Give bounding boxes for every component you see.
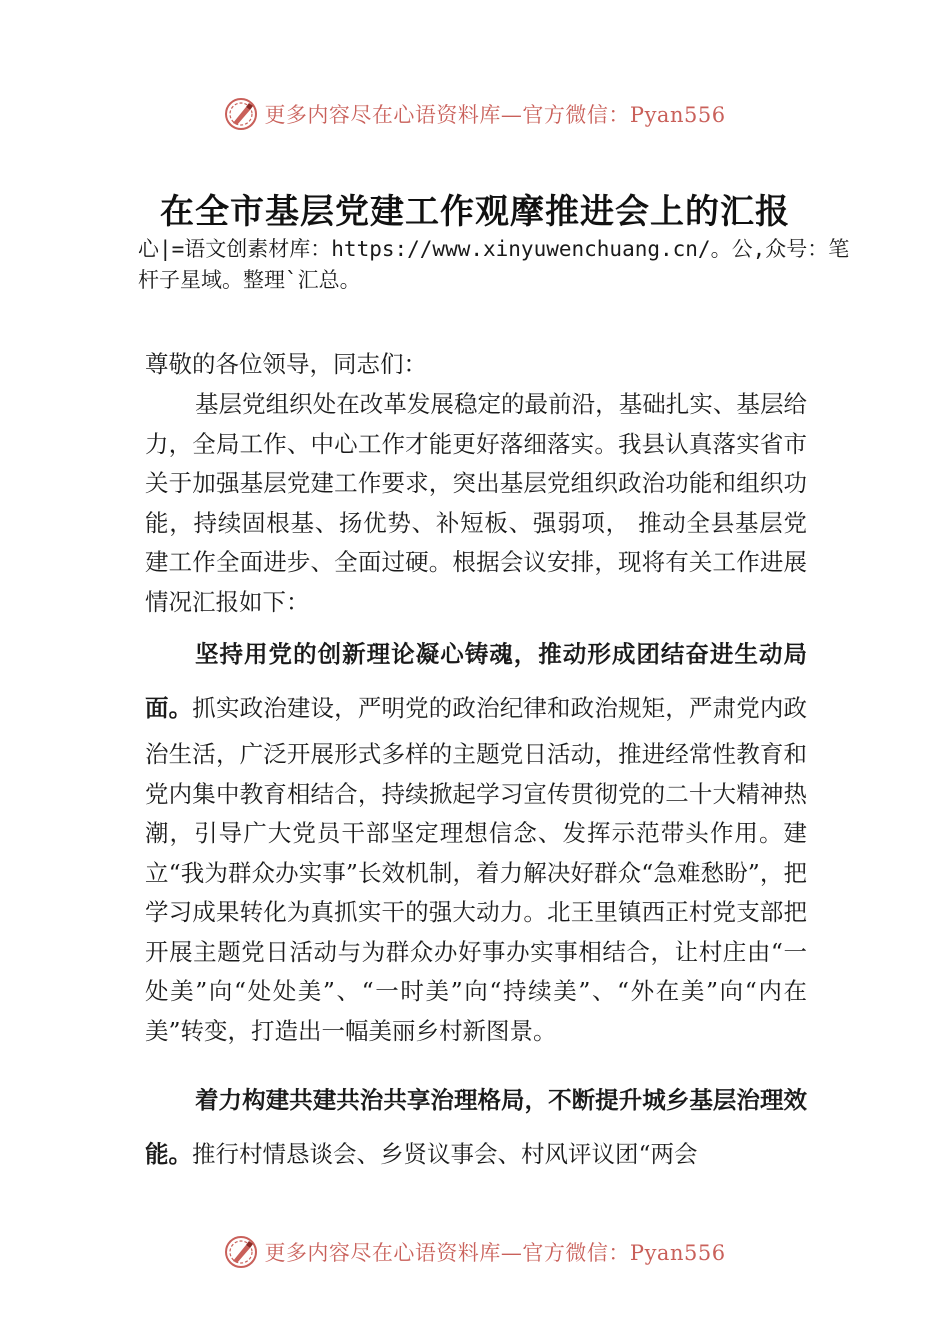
paragraph-intro xyxy=(145,385,807,622)
watermark-text: 更多内容尽在心语资料库—官方微信：Pyan556 xyxy=(264,103,726,127)
paragraph-text: 基层党组织处在改革发展稳定的最前沿，基础扎实、基层给力，全局工作、中心工作才能更好落细落实。我县认真落实省市关于加强基层党建工作要求，突出基层党组织政治功能和组织功能，持续固根基、扬优势、补短板、强弱项， 推动全县基层党建工作全面进步、全面过硬。根据会议安排，现将有关工作进展情况汇报如下： xyxy=(145,390,807,616)
paragraph-text: 抓实政治建设，严明党的政治纪律和政治规矩，严肃党内政治生活，广泛开展形式多样的主题党日活动，推进经常性教育和党内集中教育相结合，持续掀起学习宣传贯彻党的二十大精神热潮，引导广大党员干部坚定理想信念、发挥示范带头作用。建立“我为群众办实事”长效机制，着力解决好群众“急难愁盼”，把学习成果转化为真抓实干的强大动力。北王里镇西正村党支部把开展主题党日活动与为群众办好事办实事相结合，让村庄由“一处美”向“处处美”、“一时美”向“持续美”、“外在美”向“内在美”转变，打造出一幅美丽乡村新图景。 xyxy=(145,694,807,1045)
paragraph-text: 推行村情恳谈会、乡贤议事会、村风评议团“两会 xyxy=(192,1140,698,1168)
salutation: 尊敬的各位领导，同志们： xyxy=(145,350,427,378)
section-heading: 坚持用党的创新理论凝心铸魂，推动形成团结奋进生动局面。 xyxy=(145,640,807,722)
document-title: 在全市基层党建工作观摩推进会上的汇报 xyxy=(160,192,790,232)
footer-watermark xyxy=(0,1232,950,1272)
pen-nib-logo-icon xyxy=(224,97,258,131)
paragraph-section-2 xyxy=(145,1073,807,1181)
source-note: 心|=语文创素材库：https://www.xinyuwenchuang.cn/。公,众号：笔杆子星域。整理`汇总。 xyxy=(138,237,850,292)
paragraph-section-1 xyxy=(145,627,807,1051)
pen-nib-logo-icon xyxy=(224,1235,258,1269)
section-heading: 着力构建共建共治共享治理格局，不断提升城乡基层治理效能。 xyxy=(145,1086,807,1168)
header-watermark xyxy=(0,94,950,134)
watermark-text: 更多内容尽在心语资料库—官方微信：Pyan556 xyxy=(264,1241,726,1265)
